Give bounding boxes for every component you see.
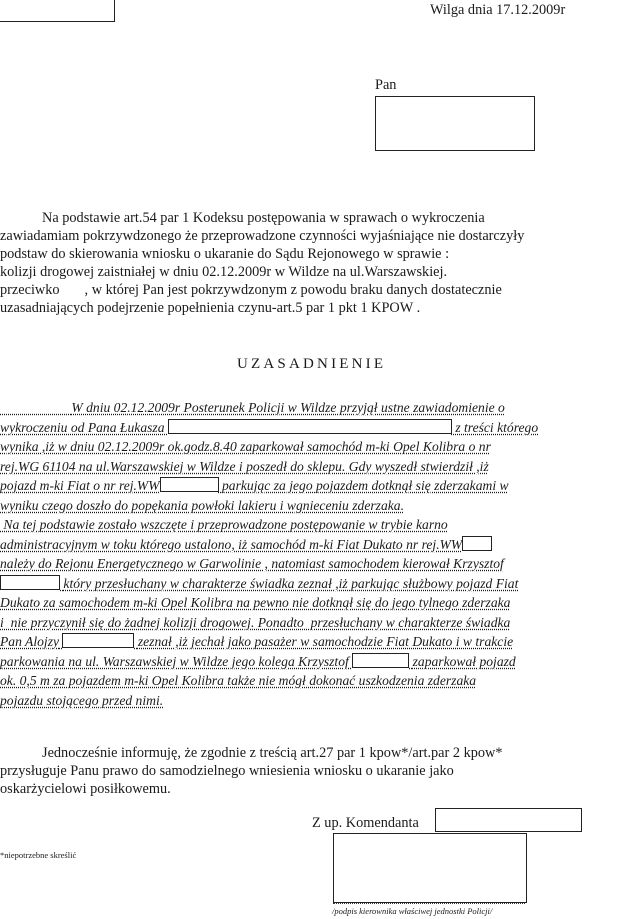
justification-text: administracyjnym w toku którego ustalono, iż samochód m-ki Fiat Dukato nr rej.WW bbox=[0, 536, 463, 552]
notice-line: zawiadamiam pokrzywdzonego że przeprowadzone czynności wyjaśniające nie dostarczyły bbox=[0, 228, 525, 244]
justification-line bbox=[0, 476, 509, 496]
redacted-surname-box bbox=[0, 575, 60, 590]
notice-line: podstaw do skierowania wniosku o ukaranie do Sądu Rejonowego w sprawie : bbox=[0, 246, 450, 262]
justification-line: wyniku czego doszło do popękania powłoki lakieru i wgnieceniu zderzaka. bbox=[0, 497, 404, 513]
addressee-label: Pan bbox=[375, 77, 397, 93]
justification-line bbox=[0, 652, 516, 672]
justification-text: wykroczeniu od Pana Łukasza bbox=[0, 419, 165, 435]
justification-text: parkowania na ul. Warszawskiej w Wildze jego kolega Krzysztof bbox=[0, 653, 349, 669]
redacted-surname-box bbox=[62, 633, 134, 648]
justification-text: W dniu 02.12.2009r Posterunek Policji w Wildze przyjął ustne zawiadomienie o bbox=[71, 400, 505, 415]
justification-line: i nie przyczynił się do żadnej kolizji drogowej. Ponadto przesłuchany w charakterze świadka bbox=[0, 614, 511, 630]
footnote: *niepotrzebne skreślić bbox=[0, 850, 77, 860]
rights-line: oskarżycielowi posiłkowemu. bbox=[0, 781, 171, 797]
redacted-addressee-box bbox=[375, 96, 535, 151]
signature-dotted-line bbox=[333, 903, 525, 904]
redacted-plate-box bbox=[462, 536, 492, 551]
justification-text: pojazd m-ki Fiat o nr rej.WW bbox=[0, 478, 160, 493]
justification-line: Na tej podstawie zostało wszczęte i przeprowadzone postępowanie w trybie karno bbox=[0, 517, 448, 532]
rights-line: Jednocześnie informuję, że zgodnie z treścią art.27 par 1 kpow*/art.par 2 kpow* bbox=[42, 745, 503, 761]
redacted-commander-box bbox=[435, 808, 582, 832]
justification-text: który przesłuchany w charakterze świadka zeznał ,iż parkując służbowy pojazd Fiat bbox=[63, 575, 519, 591]
justification-text: zaparkował pojazd bbox=[412, 653, 516, 669]
justification-line: rej.WG 61104 na ul.Warszawskiej w Wildze i poszedł do sklepu. Gdy wyszedł stwierdził ,iż bbox=[0, 458, 489, 474]
justification-line bbox=[0, 418, 538, 438]
justification-line: ok. 0,5 m za pojazdem m-ki Opel Kolibra także nie mógł dokonać uszkodzenia zderzaka bbox=[0, 673, 477, 688]
notice-line: przeciwko , w której Pan jest pokrzywdzonym z powodu braku danych dostatecznie bbox=[0, 282, 502, 298]
justification-line: należy do Rejonu Energetycznego w Garwolinie , natomiast samochodem kierował Krzysztof bbox=[0, 556, 504, 571]
justification-text: zeznał ,iż jechał jako pasażer w samochodzie Fiat Dukato i w trakcie bbox=[137, 634, 514, 649]
justification-line bbox=[0, 574, 518, 594]
rights-line: przysługuje Panu prawo do samodzielnego wniesienia wniosku o ukaranie jako bbox=[0, 763, 454, 779]
signature-box bbox=[333, 833, 527, 903]
justification-line bbox=[0, 632, 513, 652]
justification-line: Dukato za samochodem m-ki Opel Kolibra na pewno nie dotknął się do jego tylnego zderzaka bbox=[0, 595, 511, 610]
redacted-surname-box bbox=[168, 419, 452, 434]
notice-line: kolizji drogowej zaistniałej w dniu 02.12.2009r w Wildze na ul.Warszawskiej. bbox=[0, 264, 448, 280]
redacted-stamp-box bbox=[0, 0, 115, 22]
notice-line: Na podstawie art.54 par 1 Kodeksu postępowania w sprawach o wykroczenia bbox=[42, 210, 485, 226]
redacted-surname-box bbox=[352, 653, 409, 668]
signature-caption: /podpis kierownika właściwej jednostki Policji/ bbox=[332, 906, 493, 916]
section-heading: UZASADNIENIE bbox=[237, 356, 387, 372]
justification-line: wynika ,iż w dniu 02.12.2009r ok.godz.8.40 zaparkował samochód m-ki Opel Kolibra o nr bbox=[0, 439, 491, 454]
redacted-plate-box bbox=[160, 477, 219, 492]
by-order-label: Z up. Komendanta bbox=[312, 815, 419, 831]
justification-line bbox=[0, 398, 505, 418]
justification-line: pojazdu stojącego przed nimi. bbox=[0, 692, 164, 708]
place-date: Wilga dnia 17.12.2009r bbox=[430, 2, 566, 18]
notice-line: uzasadniających podejrzenie popełnienia czynu-art.5 par 1 pkt 1 KPOW . bbox=[0, 300, 421, 316]
justification-text: Pan Alojzy bbox=[0, 634, 60, 649]
justification-line bbox=[0, 535, 492, 555]
justification-text: parkując za jego pojazdem dotknął się zderzakami w bbox=[222, 478, 509, 493]
justification-text: z treści którego bbox=[455, 419, 539, 435]
